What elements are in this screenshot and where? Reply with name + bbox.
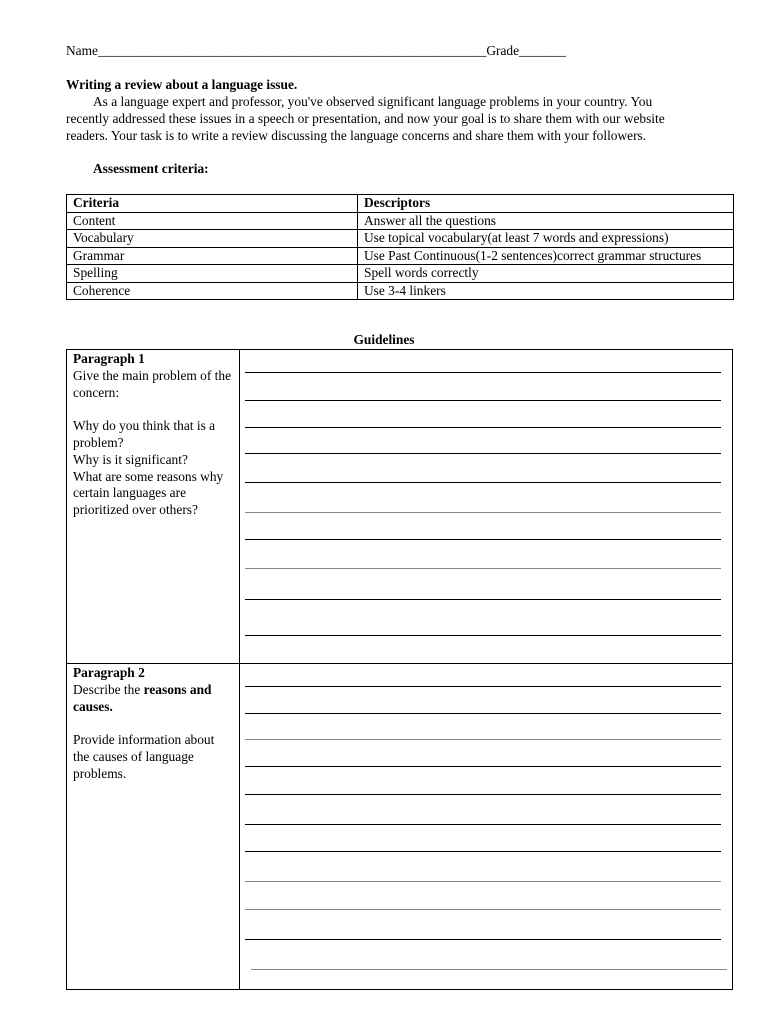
paragraph-1-line: Why is it significant? (73, 451, 188, 467)
paragraph-1-line: Give the main problem of the concern: (73, 367, 232, 400)
describe-bold: reasons and causes. (73, 681, 212, 714)
table-row (67, 282, 734, 300)
writing-line[interactable] (245, 686, 721, 687)
writing-line[interactable] (245, 372, 721, 373)
name-field[interactable]: Name__________________________________________________________ (66, 43, 487, 58)
descriptors-header: Descriptors (358, 195, 734, 213)
writing-line[interactable] (245, 539, 721, 540)
paragraph-2-info: Provide information about the causes of language problems. (73, 732, 215, 781)
descriptor-cell: Answer all the questions (358, 212, 734, 230)
assessment-criteria-label: Assessment criteria: (93, 161, 209, 176)
writing-line[interactable] (245, 881, 721, 882)
task-intro: As a language expert and professor, you've observed significant language problems in your country. You recently addressed these issues in a speech or presentation, and now your goal is to share them with our website readers. Your task is to write a review discussing the language concerns and share them with your followers. (66, 94, 665, 143)
writing-line[interactable] (245, 739, 721, 740)
paragraph-2-describe (73, 682, 233, 716)
writing-line[interactable] (245, 939, 721, 940)
descriptor-cell: Use 3-4 linkers (358, 282, 734, 300)
writing-line[interactable] (245, 909, 721, 910)
writing-line[interactable] (245, 512, 721, 513)
descriptor-cell: Spell words correctly (358, 265, 734, 283)
name-grade-line (66, 43, 566, 59)
criteria-header-row (67, 195, 734, 213)
paragraph-2-prompt (73, 665, 233, 783)
writing-line[interactable] (245, 427, 721, 428)
describe-prefix: Describe the (73, 681, 144, 697)
paragraph-2-heading: Paragraph 2 (73, 665, 145, 680)
writing-line[interactable] (245, 766, 721, 767)
table-row (67, 230, 734, 248)
column-divider (239, 350, 240, 989)
descriptor-cell: Use Past Continuous(1-2 sentences)correct grammar structures (358, 247, 734, 265)
criteria-cell: Grammar (67, 247, 358, 265)
criteria-cell: Spelling (67, 265, 358, 283)
paragraph-1-prompt (73, 351, 233, 519)
grade-field[interactable]: Grade_______ (486, 43, 566, 58)
table-row (67, 212, 734, 230)
criteria-cell: Coherence (67, 282, 358, 300)
criteria-table (66, 194, 734, 300)
table-row (67, 265, 734, 283)
writing-line[interactable] (245, 635, 721, 636)
writing-line[interactable] (245, 453, 721, 454)
criteria-header: Criteria (67, 195, 358, 213)
guidelines-table (66, 349, 733, 990)
criteria-cell: Vocabulary (67, 230, 358, 248)
guidelines-title: Guidelines (353, 332, 415, 347)
table-row (67, 247, 734, 265)
writing-line[interactable] (251, 969, 727, 970)
task-title: Writing a review about a language issue. (66, 77, 298, 92)
writing-line[interactable] (245, 568, 721, 569)
criteria-cell: Content (67, 212, 358, 230)
writing-line[interactable] (245, 400, 721, 401)
paragraph-1-line: What are some reasons why certain languages are prioritized over others? (73, 468, 224, 518)
writing-line[interactable] (245, 482, 721, 483)
row-divider (67, 663, 732, 664)
paragraph-1-heading: Paragraph 1 (73, 351, 145, 366)
writing-line[interactable] (245, 851, 721, 852)
paragraph-1-line: Why do you think that is a problem? (73, 418, 216, 450)
writing-line[interactable] (245, 713, 721, 714)
descriptor-cell: Use topical vocabulary(at least 7 words and expressions) (358, 230, 734, 248)
writing-line[interactable] (245, 794, 721, 795)
writing-line[interactable] (245, 599, 721, 600)
writing-line[interactable] (245, 824, 721, 825)
